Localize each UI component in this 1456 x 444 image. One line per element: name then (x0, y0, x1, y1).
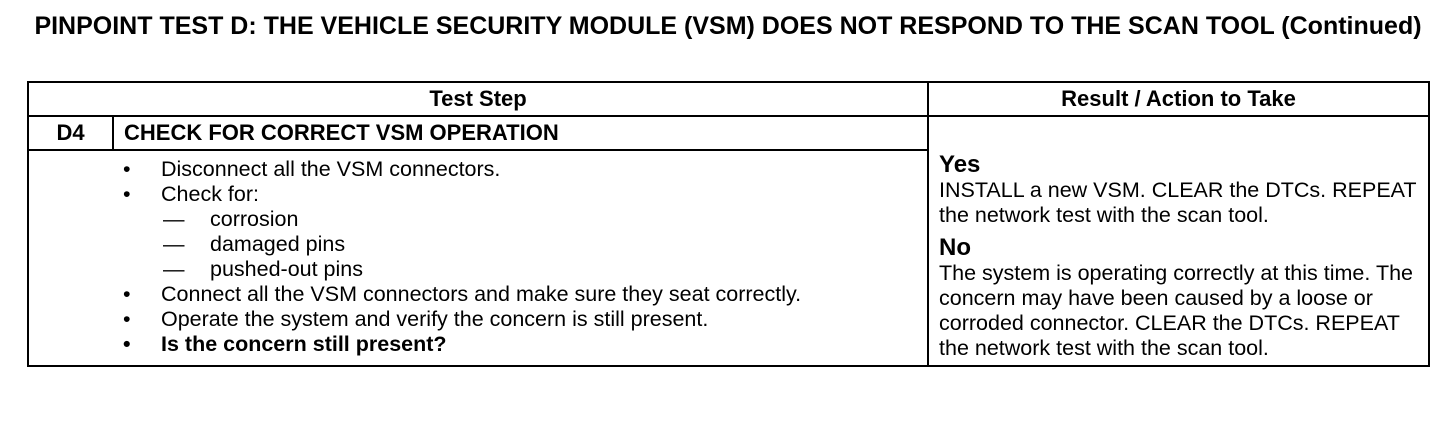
table-header-row (28, 82, 1429, 116)
list-subitem: — damaged pins (163, 232, 346, 256)
result-no-label: No (939, 234, 972, 261)
header-result-action: Result / Action to Take (928, 82, 1429, 116)
step-title-row (28, 116, 1429, 150)
bullet-icon: • (123, 282, 131, 306)
result-yes-text: INSTALL a new VSM. CLEAR the DTCs. REPEAT the network test with the scan tool. (939, 178, 1417, 227)
pinpoint-test-table (27, 81, 1430, 367)
list-item: • Disconnect all the VSM connectors. (123, 157, 501, 181)
result-no-text: The system is operating correctly at this time. The concern may have been caused by a loose or corroded connector. CLEAR the DTCs. REPEAT the network test with the scan tool. (939, 261, 1413, 360)
result-yes-label: Yes (939, 151, 981, 178)
list-item-question: • Is the concern still present? (123, 332, 447, 356)
step-instructions (28, 150, 928, 366)
list-item: • Connect all the VSM connectors and make sure they seat correctly. (123, 282, 802, 306)
header-test-step: Test Step (28, 82, 928, 116)
bullet-icon: • (123, 307, 131, 331)
step-id: D4 (28, 116, 113, 150)
dash-icon: — (163, 207, 185, 231)
list-item: • Check for: (123, 182, 259, 206)
bullet-icon: • (123, 182, 131, 206)
dash-icon: — (163, 257, 185, 281)
result-cell (928, 116, 1429, 366)
dash-icon: — (163, 232, 185, 256)
list-item: • Operate the system and verify the concern is still present. (123, 307, 709, 331)
list-subitem: — pushed-out pins (163, 257, 363, 281)
page-title: PINPOINT TEST D: THE VEHICLE SECURITY MODULE (VSM) DOES NOT RESPOND TO THE SCAN TOOL (Continued) (34, 12, 1422, 40)
instruction-list (29, 157, 927, 357)
bullet-icon: • (123, 157, 131, 181)
bullet-icon: • (123, 332, 131, 356)
step-title: CHECK FOR CORRECT VSM OPERATION (113, 116, 928, 150)
list-subitem: — corrosion (163, 207, 299, 231)
